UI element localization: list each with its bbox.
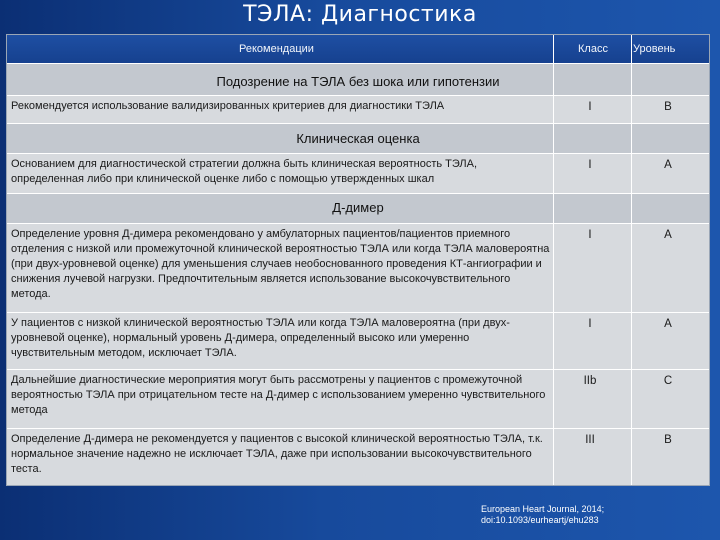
recommendation-text: Определение уровня Д-димера рекомендовано у амбулаторных пациентов/пациентов приемного отделения с низкой или промежуточной клинической вероятностью ТЭЛА или когда ТЭЛА маловероятна (при двух-уровневой оценке) для уменьшения случаев необоснованного проведения КТ-ангиографии и снижения лучевой нагрузки. Предпочтительным является использование высокочувствительного метода. (11, 228, 550, 300)
section-header: Подозрение на ТЭЛА без шока или гипотензии (7, 63, 709, 99)
header-recommendations: Рекомендации (239, 43, 314, 55)
table-row (7, 223, 709, 312)
recommendation-class: I (588, 229, 592, 241)
column-divider (631, 35, 632, 485)
recommendation-level: A (664, 159, 672, 171)
table-row (7, 312, 709, 369)
recommendation-level: A (664, 318, 672, 330)
recommendation-class: III (585, 434, 595, 446)
table-row (7, 95, 709, 123)
recommendation-class: I (588, 101, 592, 113)
recommendation-class: IIb (583, 375, 597, 387)
recommendation-text: Рекомендуется использование валидизированных критериев для диагностики ТЭЛА (11, 100, 445, 112)
recommendation-text: Определение Д-димера не рекомендуется у пациентов с высокой клинической вероятностью ТЭЛА, т.к. нормальное значение надежно не исключает ТЭЛА, даже при использовании высокочувствительного теста. (11, 433, 543, 475)
recommendation-level: B (664, 101, 672, 113)
recommendation-level: B (664, 434, 672, 446)
recommendations-table (6, 34, 710, 486)
citation (481, 504, 604, 526)
table-row (7, 428, 709, 485)
slide-title: ТЭЛА: Диагностика (243, 2, 477, 27)
table-row (7, 153, 709, 193)
citation-line-2: doi:10.1093/eurheartj/ehu283 (481, 515, 599, 525)
recommendation-text: У пациентов с низкой клинической вероятностью ТЭЛА или когда ТЭЛА маловероятна (при двух-уровневой оценке), нормальный уровень Д-димера, определенный высоко или умеренно чувствительным методом, исключает ТЭЛА. (11, 317, 510, 359)
table-row (7, 369, 709, 428)
recommendation-class: I (588, 159, 592, 171)
recommendation-class: I (588, 318, 592, 330)
column-divider (553, 35, 554, 485)
header-level: Уровень (633, 43, 676, 55)
recommendation-level: C (663, 375, 673, 387)
recommendation-level: A (664, 229, 672, 241)
section-header: Д-димер (7, 193, 709, 223)
recommendation-text: Дальнейшие диагностические мероприятия могут быть рассмотрены у пациентов с промежуточной вероятностью ТЭЛА при отрицательном тесте на Д-димер с использованием умеренно чувствительного метода (11, 374, 546, 416)
header-class: Класс (578, 43, 608, 55)
recommendation-text: Основанием для диагностической стратегии должна быть клиническая вероятность ТЭЛА, определенная либо при клинической оценке либо с помощью утвержденных шкал (11, 158, 478, 185)
section-header: Клиническая оценка (7, 123, 709, 153)
citation-line-1: European Heart Journal, 2014; (481, 504, 605, 514)
table-header (7, 35, 709, 63)
